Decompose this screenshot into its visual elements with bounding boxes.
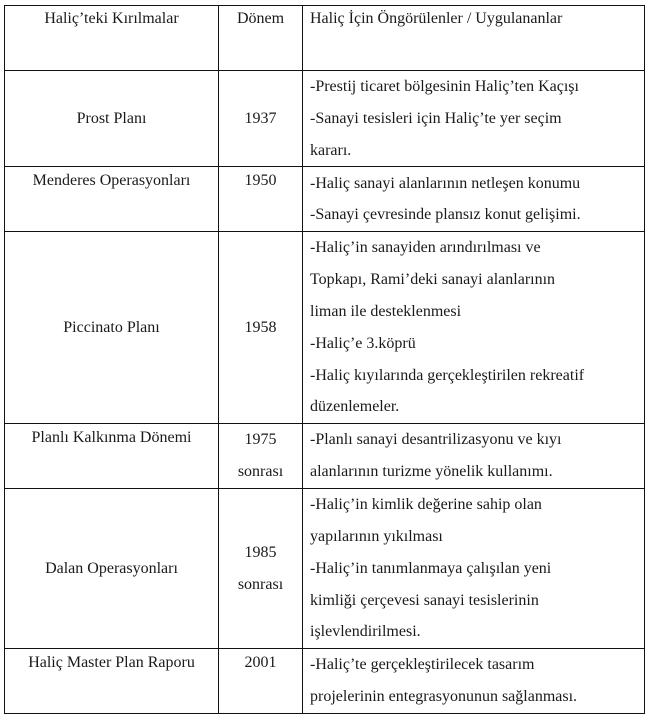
measures-cell: [303, 167, 645, 232]
measure-line: kararı.: [310, 141, 352, 159]
measure-line: -Haliç’in kimlik değerine sahip olan: [310, 496, 542, 514]
period-cell: [219, 232, 303, 424]
measures-cell: [303, 71, 645, 167]
period-text: sonrası: [237, 463, 284, 481]
measure-line: -Sanayi çevresinde plansız konut gelişimi.: [310, 206, 581, 224]
measure-line: -Sanayi tesisleri için Haliç’te yer seçim: [310, 109, 562, 127]
table-row: [5, 71, 645, 167]
measure-line: kimliği çerçevesi sanayi tesislerinin: [310, 591, 539, 609]
halic-breaks-table: [4, 5, 645, 714]
measure-line: -Haliç’in sanayiden arındırılması ve: [310, 239, 541, 257]
measure-line: yapılarının yıkılması: [310, 527, 443, 545]
measure-line: işlevlendirilmesi.: [310, 623, 421, 641]
period-cell: [219, 649, 303, 714]
measure-line: -Planlı sanayi desantrilizasyonu ve kıyı: [310, 431, 562, 449]
measures-cell: [303, 424, 645, 489]
measure-line: -Haliç’te gerçekleştirilecek tasarım: [310, 656, 535, 674]
period-cell: [219, 167, 303, 232]
table-row: [5, 649, 645, 714]
measure-line: projelerinin entegrasyonunun sağlanması.: [310, 688, 578, 706]
period-text: 1958: [244, 318, 277, 336]
measure-line: liman ile desteklenmesi: [310, 302, 462, 320]
period-cell: [219, 424, 303, 489]
header-period: Dönem: [219, 6, 303, 71]
measure-line: -Haliç’in tanımlanmaya çalışılan yeni: [310, 559, 552, 577]
period-text: 1950: [244, 172, 277, 190]
measure-line: -Prestij ticaret bölgesinin Haliç’ten Kaçışı: [310, 78, 579, 95]
table-row: [5, 424, 645, 489]
header-breaks: Haliç’teki Kırılmalar: [5, 6, 219, 71]
period-text: 1975: [244, 431, 277, 449]
measures-cell: [303, 232, 645, 424]
break-cell: Planlı Kalkınma Dönemi: [5, 424, 219, 489]
break-cell: Piccinato Planı: [5, 232, 219, 424]
period-text: sonrası: [237, 575, 284, 593]
measure-line: -Haliç kıyılarında gerçekleştirilen rekreatif: [310, 366, 585, 384]
measure-line: -Haliç’e 3.köprü: [310, 334, 416, 352]
measure-line: alanlarının turizme yönelik kullanımı.: [310, 463, 553, 481]
break-cell: Dalan Operasyonları: [5, 489, 219, 649]
period-text: 1937: [244, 109, 277, 127]
period-cell: [219, 489, 303, 649]
period-text: 1985: [244, 543, 277, 561]
measure-line: düzenlemeler.: [310, 398, 400, 416]
period-text: 2001: [244, 654, 277, 672]
table-row: [5, 232, 645, 424]
header-row: [5, 6, 645, 71]
measures-cell: [303, 649, 645, 714]
break-cell: Prost Planı: [5, 71, 219, 167]
table-row: [5, 489, 645, 649]
break-cell: Haliç Master Plan Raporu: [5, 649, 219, 714]
period-cell: [219, 71, 303, 167]
table-row: [5, 167, 645, 232]
measure-line: Topkapı, Rami’deki sanayi alanlarının: [310, 271, 556, 289]
measures-cell: [303, 489, 645, 649]
break-cell: Menderes Operasyonları: [5, 167, 219, 232]
header-measures: Haliç İçin Öngörülenler / Uygulananlar: [303, 6, 645, 71]
measure-line: -Haliç sanayi alanlarının netleşen konumu: [310, 174, 581, 192]
